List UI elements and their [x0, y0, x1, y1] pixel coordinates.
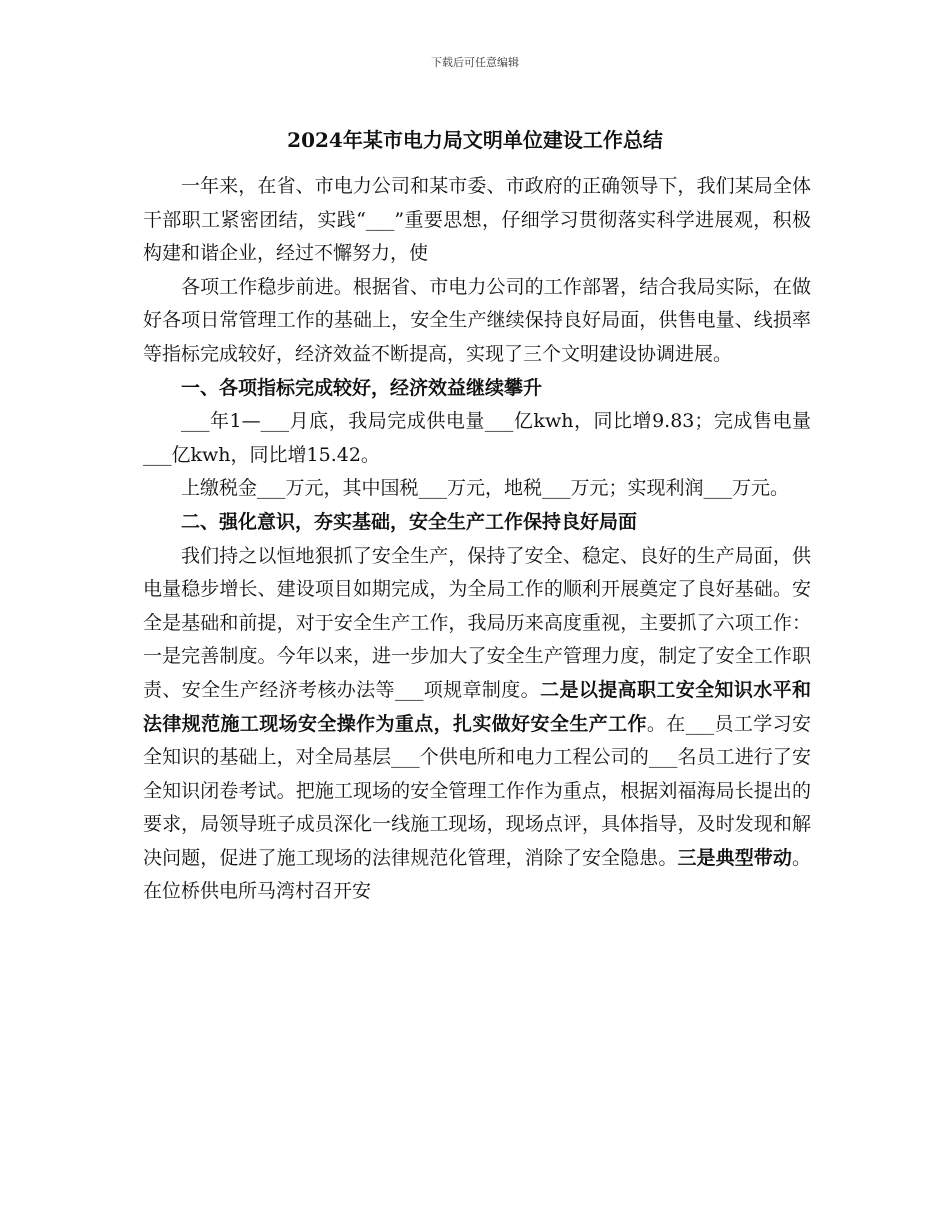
paragraph-safety — [143, 540, 811, 910]
paragraph-taxes: 上缴税金___万元，其中国税___万元，地税___万元；实现利润___万元。 — [181, 477, 790, 500]
document-title: 2024年某市电力局文明单位建设工作总结 — [287, 128, 663, 152]
safety-bold-point-two: 二是以提高职工安全知识水平和法律规范施工现场安全操作为重点，扎实做好安全生产工作 — [143, 678, 811, 735]
page-header-note: 下载后可任意编辑 — [431, 56, 519, 69]
document-body — [143, 170, 811, 909]
paragraph-power-supply: ___年1—___月底，我局完成供电量___亿kwh，同比增9.83；完成售电量___亿kwh，同比增15.42。 — [143, 410, 811, 466]
safety-text-part-a: 我们持之以恒地狠抓了安全生产，保持了安全、稳定、良好的生产局面，供电量稳步增长、建设项目如期完成，为全局工作的顺利开展奠定了良好基础。安全是基础和前提，对于安全生产工作，我局历来高度重视，主要抓了六项工作：一是完善制度。今年以来，进一步加大了安全生产管理力度，制定了安全工作职责、安全生产经济考核办法等___项规章制度。 — [143, 544, 811, 701]
paragraph-intro: 一年来，在省、市电力公司和某市委、市政府的正确领导下，我们某局全体干部职工紧密团结，实践“___”重要思想，仔细学习贯彻落实科学进展观，积极构建和谐企业，经过不懈努力，使 — [143, 175, 811, 265]
safety-text-part-c: 。在___员工学习安全知识的基础上，对全局基层___个供电所和电力工程公司的___名员工进行了安全知识闭卷考试。把施工现场的安全管理工作作为重点，根据刘福海局长提出的要求，局领导班子成员深化一线施工现场，现场点评，具体指导，及时发现和解决问题，促进了施工现场的法律规范化管理，消除了安全隐患。 — [143, 712, 811, 869]
paragraph-overview: 各项工作稳步前进。根据省、市电力公司的工作部署，结合我局实际，在做好各项日常管理工作的基础上，安全生产继续保持良好局面，供售电量、线损率等指标完成较好，经济效益不断提高，实现了三个文明建设协调进展。 — [143, 275, 811, 365]
safety-text-part-e: 。在位桥供电所马湾村召开安 — [143, 846, 811, 903]
section-heading-2: 二、强化意识，夯实基础，安全生产工作保持良好局面 — [181, 510, 638, 533]
section-heading-1: 一、各项指标完成较好，经济效益继续攀升 — [181, 376, 543, 399]
safety-bold-point-three: 三是典型带动 — [677, 846, 792, 869]
